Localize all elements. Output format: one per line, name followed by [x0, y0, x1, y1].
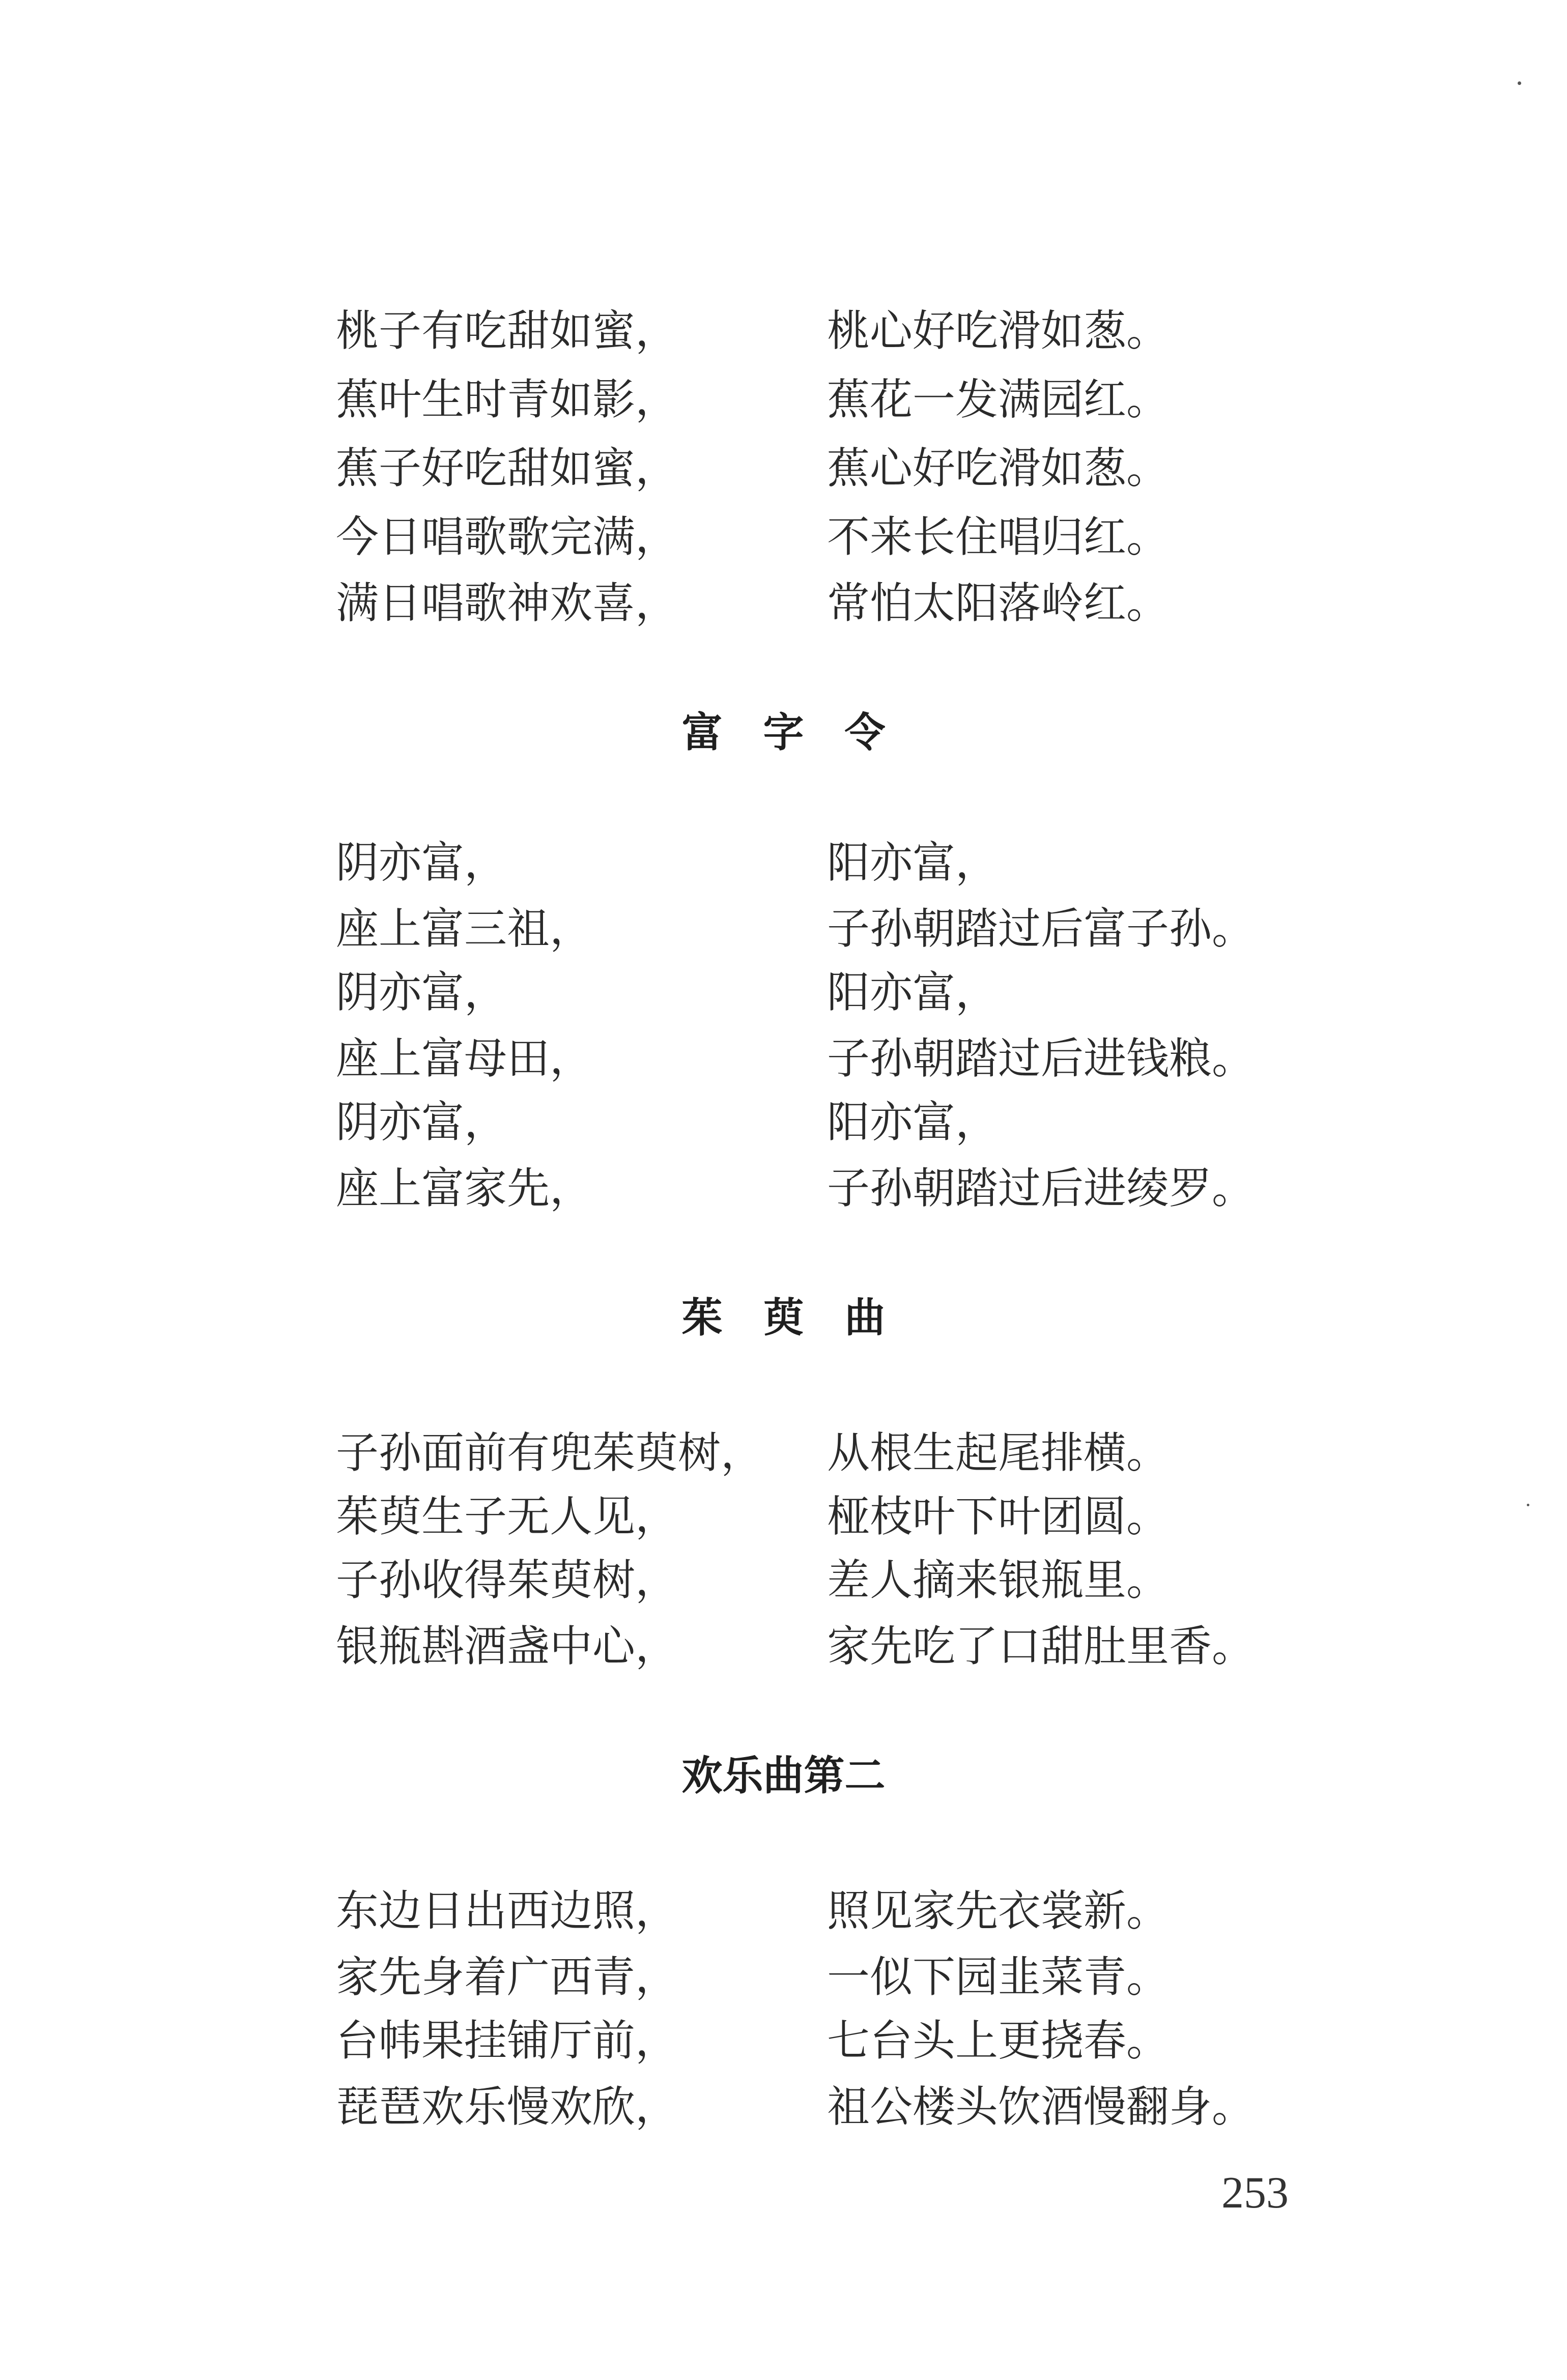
verse-line-left: 家先身着广西青， [336, 1952, 678, 2002]
verse-line-left: 东边日出西边照， [336, 1886, 678, 1936]
verse-line [0, 1420, 1567, 1486]
section-title: 欢乐曲第二 [681, 1752, 886, 1799]
verse-line-left: 蕉叶生时青如影， [336, 375, 678, 424]
verse-line [0, 1944, 1567, 2010]
verse-line-right: 照见家先衣裳新。 [827, 1886, 1170, 1936]
verse-line-left: 座上富三祖， [336, 904, 593, 954]
verse-line-right: 祖公楼头饮酒慢翻身。 [827, 2082, 1255, 2132]
verse-line-left: 阴亦富， [336, 1097, 507, 1147]
verse-line-left: 今日唱歌歌完满， [336, 512, 678, 562]
verse-line-right: 差人摘来银瓶里。 [827, 1555, 1170, 1605]
verse-line-right: 子孙朝踏过后富子孙。 [827, 904, 1255, 954]
verse-line [0, 1613, 1567, 1679]
verse-line [0, 2074, 1567, 2140]
verse-line-right: 一似下园韭菜青。 [827, 1952, 1170, 2002]
verse-line [0, 570, 1567, 636]
verse-line [0, 298, 1567, 364]
verse-line-left: 桃子有吃甜如蜜， [336, 306, 678, 356]
verse-line-left: 子孙收得茱萸树， [336, 1555, 678, 1605]
verse-line-left: 阴亦富， [336, 838, 507, 887]
verse-line-left: 蕉子好吃甜如蜜， [336, 443, 678, 493]
verse-line-left: 琵琶欢乐慢欢欣， [336, 2082, 678, 2132]
verse-line [0, 1089, 1567, 1155]
verse-line [0, 504, 1567, 570]
verse-line-right: 桠枝叶下叶团圆。 [827, 1492, 1170, 1541]
verse-line [0, 959, 1567, 1025]
verse-line-right: 子孙朝踏过后进绫罗。 [827, 1163, 1255, 1213]
verse-line-right: 七台头上更挠春。 [827, 2016, 1170, 2066]
verse-line-right: 子孙朝踏过后进钱粮。 [827, 1034, 1255, 1083]
verse-line [0, 435, 1567, 501]
verse-line [0, 1547, 1567, 1613]
verse-line-left: 银瓶斟酒盏中心， [336, 1621, 678, 1671]
scan-speck [1527, 1504, 1529, 1506]
verse-line-left: 座上富母田， [336, 1034, 593, 1083]
scan-speck [1518, 81, 1521, 85]
verse-line [0, 1878, 1567, 1944]
verse-line-right: 常怕太阳落岭红。 [827, 578, 1170, 628]
verse-line-right: 阳亦富， [827, 838, 999, 887]
verse-line [0, 829, 1567, 896]
verse-line-right: 不来长住唱归红。 [827, 512, 1170, 562]
verse-line [0, 366, 1567, 433]
verse-line [0, 2008, 1567, 2074]
verse-line-right: 家先吃了口甜肚里香。 [827, 1621, 1255, 1671]
verse-line-left: 阴亦富， [336, 967, 507, 1017]
verse-line-right: 蕉花一发满园红。 [827, 375, 1170, 424]
verse-line-left: 座上富家先， [336, 1163, 593, 1213]
page-number: 253 [1221, 2168, 1289, 2218]
section-title: 茱 萸 曲 [681, 1294, 886, 1341]
verse-line [0, 1025, 1567, 1092]
verse-line [0, 1155, 1567, 1221]
verse-line-right: 蕉心好吃滑如葱。 [827, 443, 1170, 493]
verse-line-right: 阳亦富， [827, 1097, 999, 1147]
verse-line [0, 896, 1567, 962]
verse-line-right: 从根生起尾排横。 [827, 1428, 1170, 1478]
verse-line-left: 茱萸生子无人见， [336, 1492, 678, 1541]
verse-line-left: 满日唱歌神欢喜， [336, 578, 678, 628]
verse-line-left: 台帏果挂铺厅前， [336, 2016, 678, 2066]
verse-line-right: 桃心好吃滑如葱。 [827, 306, 1170, 356]
verse-line-left: 子孙面前有兜茱萸树， [336, 1428, 764, 1478]
section-title: 富 字 令 [681, 709, 886, 756]
verse-line-right: 阳亦富， [827, 967, 999, 1017]
verse-line [0, 1483, 1567, 1550]
